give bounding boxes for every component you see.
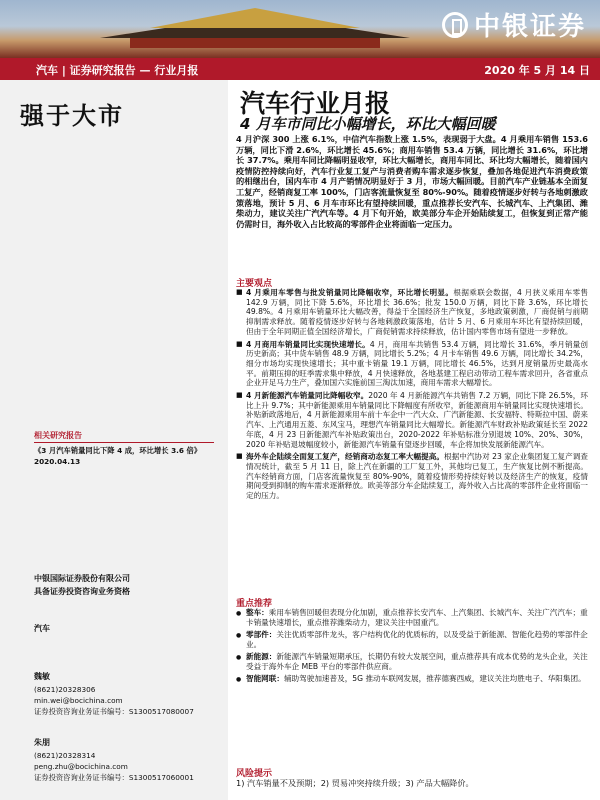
list-item: ■ 4 月新能源汽车销量同比降幅收窄。2020 年 4 月新能源汽车共销售 7.2 万辆，同比下降 26.5%，环比上升 9.7%；其中新能源乘用车销量同比下降幅度有所收窄，新能源商用车销量同比实现快速增长。补贴新政落地后，4 月新能源乘用车前十车企中一汽大众、广汽新能源、长安福特、特斯拉中国、蔚来汽车、上汽通用五菱、东风宝马，理想汽车销量同比大幅增长。新能源汽车财政补贴政策延长至 2022 年底，4 月 23 日新能源汽车补贴政策出台，2020-2022 年补贴标准分别退坡 10%、20%、30%，2020 年补贴退坡幅度较小，新能源汽车销量有望逐步回暖，车企将加快发展新能源汽车。 [236, 391, 588, 449]
report-date: 2020 年 5 月 14 日 [484, 64, 590, 77]
list-item: ■ 海外车企陆续全面复工复产，经销商动态复工率大幅提高。根据中汽协对 23 家企业集团复工复产调查情况统计，截至 5 月 11 日，除上汽在新疆的工厂复工外，其他均已复工，生产恢复比例不断提高。汽车经销商方面，门店客流量恢复至 80%-90%，随着疫情形势持续好转以及经济生产的恢复，疫情期间受到抑制的购车需求逐渐释放。欧美等部分车企陆续复工，海外收入占比高的零部件企业将面临一定的压力。 [236, 452, 588, 501]
palace-roof-image [90, 8, 420, 48]
divider [34, 442, 214, 443]
logo-text: 中银证券 [473, 12, 586, 42]
analyst-cert: 证券投资咨询业务证书编号：S1300517080007 [34, 707, 194, 716]
analyst-phone: (8621)20328306 [34, 685, 96, 694]
risk-text: 1) 汽车销量不及预期；2) 贸易冲突持续升级；3) 产品大幅降价。 [236, 778, 474, 788]
related-report-link[interactable]: 《3 月汽车销量同比下降 4 成，环比增长 3.6 倍》 [34, 446, 202, 455]
recommend-heading: 重点推荐 [236, 599, 273, 609]
key-points-list [236, 288, 588, 504]
list-item: ● 新能源：新能源汽车销量短期承压，长期仍有较大发展空间，重点推荐具有成本优势的龙头企业，关注受益于海外车企 MEB 平台的零部件供应商。 [236, 652, 588, 672]
report-header-bar [0, 58, 600, 80]
qualification: 具备证券投资咨询业务资格 [34, 587, 130, 596]
breadcrumb: 汽车 | 证券研究报告 — 行业月报 [36, 64, 199, 77]
page-subtitle: 4 月车市同比小幅增长，环比大幅回暖 [240, 115, 496, 133]
list-item: ● 零部件：关注优质零部件龙头，客户结构优化的优质标的，以及受益于新能源、智能化趋势的零部件企业。 [236, 630, 588, 650]
risk-heading: 风险提示 [236, 769, 273, 779]
key-points-heading: 主要观点 [236, 279, 273, 289]
header-banner [0, 0, 600, 58]
list-item: ■ 4 月商用车销量同比实现快速增长。4 月，商用车共销售 53.4 万辆，同比增长 31.6%，季月销量创历史新高；其中货车销售 48.9 万辆，同比增长 5.2%；4 月卡车销售 49.6 万辆，同比增长 34.2%，细分市场均实现快速增长；其中重卡销量 19.1 万辆，同比增长 46.5%，达到月度销量历史最高水平。前期压抑的旺季需求集中释放，4 月快速释放，各地基建工程启动带动工程车需求回升，各省重点企业开足马力生产，叠加国六实施前国三淘汰加速，商用车需求大幅增长。 [236, 340, 588, 389]
company-logo [442, 6, 586, 43]
company-name: 中银国际证券股份有限公司 [34, 574, 130, 583]
analyst-name: 魏敏 [34, 672, 50, 681]
rating-label: 强于大市 [20, 102, 124, 130]
bank-logo-icon [442, 12, 468, 38]
analyst-email[interactable]: min.wei@bocichina.com [34, 696, 123, 705]
analyst-phone: (8621)20328314 [34, 751, 96, 760]
analyst-name: 朱朋 [34, 738, 50, 747]
list-item: ■ 4 月乘用车零售与批发销量同比降幅收窄，环比增长明显。根据乘联会数据，4 月狭义乘用车零售 142.9 万辆，同比下降 5.6%，环比增长 36.6%；批发 150.0 万辆，同比下降 3.6%，环比增长 49.8%。4 月乘用车销量环比大幅改善，得益于全国经济生产恢复，多地政策刺激，厂商促销与前期抑制需求释放。随着疫情逐步好转与各地刺激政策落地，估计 5 月、6 月乘用车环比有望持续回暖，但由于全年同期正值全国经济增长，广商促销需求持续释放，估计国内零售市场有望进一步释放。 [236, 288, 588, 337]
page-title: 汽车行业月报 [240, 89, 391, 118]
related-reports-heading: 相关研究报告 [34, 431, 82, 440]
analyst-cert: 证券投资咨询业务证书编号：S1300517060001 [34, 773, 194, 782]
list-item: ● 整车：乘用车销售回暖但表现分化加剧，重点推荐长安汽车、上汽集团、长城汽车、关注广汽汽车；重卡销量快速增长，重点推荐潍柴动力，建议关注中国重汽。 [236, 608, 588, 628]
analyst-email[interactable]: peng.zhu@bocichina.com [34, 762, 128, 771]
industry-label: 汽车 [34, 624, 50, 633]
recommend-list [236, 608, 588, 686]
related-report-date: 2020.04.13 [34, 457, 81, 466]
summary-paragraph: 4 月沪深 300 上涨 6.1%，中信汽车指数上涨 1.5%，表现弱于大盘。4 月乘用车销售 153.6 万辆，同比下滑 2.6%，环比增长 45.6%；商用车销售 53.4 万辆，同比增长 31.6%，环比增长 37.7%。乘用车同比降幅明显收窄，环比大幅增长，商用车同比、环比均大幅增长，随着国内疫情防控持续向好，汽车行业复工复产与消费者购车需求逐步恢复，叠加各地促进汽车消费政策的相继出台，国内车市 4 月产销情况明显好于 3 月，市场大幅回暖。目前汽车产业链基本全面复工复产，经销商复工率 100%，门店客流量恢复至 80%-90%。随着疫情逐步好转与各地刺激政策落地，预计 5 月、6 月车市环比有望持续回暖，重点推荐长安汽车、长城汽车、上汽集团、潍柴动力，建议关注广汽汽车等。4 月下旬开始，欧美部分车企开始陆续复工，但恢复到正常产能仍需时日，海外收入占比较高的零部件企业将面临一定压力。 [236, 134, 588, 229]
list-item: ● 智能网联：辅助驾驶加速普及，5G 推动车联网发展，推荐德赛西威，建议关注均胜电子、华阳集团。 [236, 674, 588, 684]
